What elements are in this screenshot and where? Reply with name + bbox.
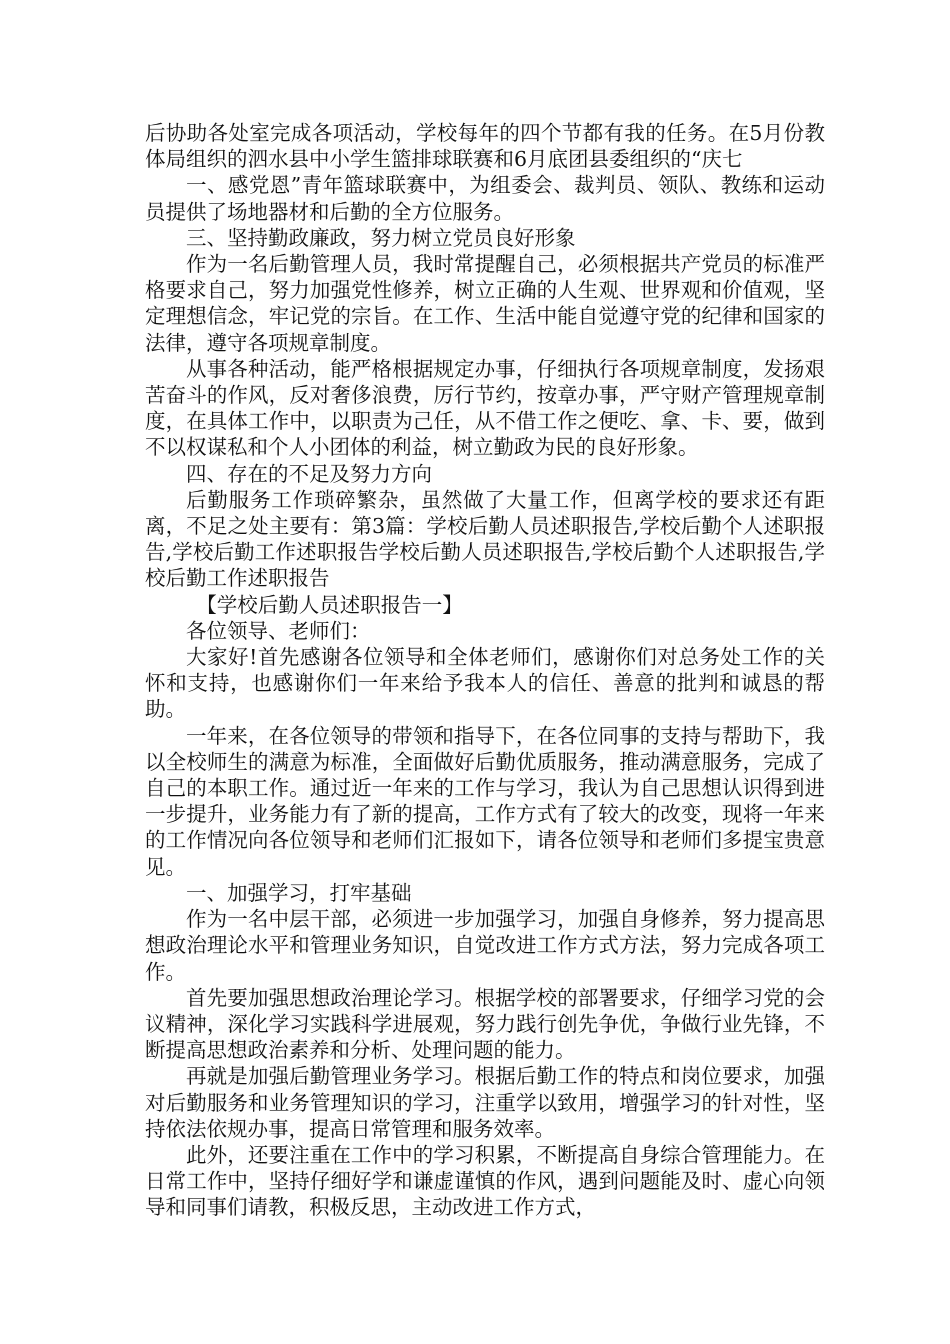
paragraph-continuation: 后协助各处室完成各项活动，学校每年的四个节都有我的任务。在5月份教体局组织的泗水县中小学生篮排球联赛和6月底团县委组织的“庆七: [145, 121, 825, 172]
document-body: [145, 120, 825, 1221]
paragraph-celebration-league: 一、感党恩”青年篮球联赛中，为组委会、裁判员、领队、教练和运动员提供了场地器材和后勤的全方位服务。: [145, 173, 825, 224]
paragraph-political-theory: 首先要加强思想政治理论学习。根据学校的部署要求，仔细学习党的会议精神，深化学习实践科学进展观，努力践行创先争优，争做行业先锋，不断提高思想政治素养和分析、处理问题的能力。: [145, 985, 825, 1063]
paragraph-accumulation: 此外，还要注重在工作中的学习积累，不断提高自身综合管理能力。在日常工作中，坚持仔细好学和谦虚谨慎的作风，遇到问题能及时、虚心向领导和同事们请教，积极反思，主动改进工作方式，: [145, 1142, 825, 1220]
section-heading-integrity: 三、坚持勤政廉政，努力树立党员良好形象: [186, 225, 576, 250]
paragraph-regulations: 从事各种活动，能严格根据规定办事，仔细执行各项规章制度，发扬艰苦奋斗的作风，反对奢侈浪费，厉行节约，按章办事，严守财产管理规章制度，在具体工作中，以职责为己任，从不借工作之便吃、拿、卡、要，做到不以权谋私和个人小团体的利益，树立勤政为民的良好形象。: [145, 356, 825, 460]
paragraph-logistics-study: 再就是加强后勤管理业务学习。根据后勤工作的特点和岗位要求，加强对后勤服务和业务管理知识的学习，注重学以致用，增强学习的针对性，坚持依法依规办事，提高日常管理和服务效率。: [145, 1064, 825, 1141]
paragraph-shortcomings: 后勤服务工作琐碎繁杂，虽然做了大量工作，但离学校的要求还有距离，不足之处主要有：第3篇：学校后勤人员述职报告,学校后勤个人述职报告,学校后勤工作述职报告学校后勤人员述职报告,学校后勤个人述职报告,学校后勤工作述职报告: [145, 487, 825, 591]
section-heading-learning: 一、加强学习，打牢基础: [186, 880, 412, 905]
paragraph-year-review: 一年来，在各位领导的带领和指导下，在各位同事的支持与帮助下，我以全校师生的满意为标准，全面做好后勤优质服务，推动满意服务，完成了自己的本职工作。通过近一年来的工作与学习，我认为自己思想认识得到进一步提升，业务能力有了新的提高，工作方式有了较大的改变，现将一年来的工作情况向各位领导和老师们汇报如下，请各位领导和老师们多提宝贵意见。: [145, 723, 825, 879]
paragraph-greeting: 大家好!首先感谢各位领导和全体老师们，感谢你们对总务处工作的关怀和支持，也感谢你们一年来给予我本人的信任、善意的批判和诚恳的帮助。: [145, 645, 825, 722]
report-title: 【学校后勤人员述职报告一】: [196, 592, 463, 617]
paragraph-middle-cadre: 作为一名中层干部，必须进一步加强学习，加强自身修养，努力提高思想政治理论水平和管理业务知识，自觉改进工作方式方法，努力完成各项工作。: [145, 907, 825, 984]
section-heading-shortcomings: 四、存在的不足及努力方向: [186, 461, 432, 486]
salutation: 各位领导、老师们：: [186, 618, 371, 643]
paragraph-party-standards: 作为一名后勤管理人员，我时常提醒自己，必须根据共产党员的标准严格要求自己，努力加强党性修养，树立正确的人生观、世界观和价值观，坚定理想信念，牢记党的宗旨。在工作、生活中能自觉遵守党的纪律和国家的法律，遵守各项规章制度。: [145, 252, 825, 355]
